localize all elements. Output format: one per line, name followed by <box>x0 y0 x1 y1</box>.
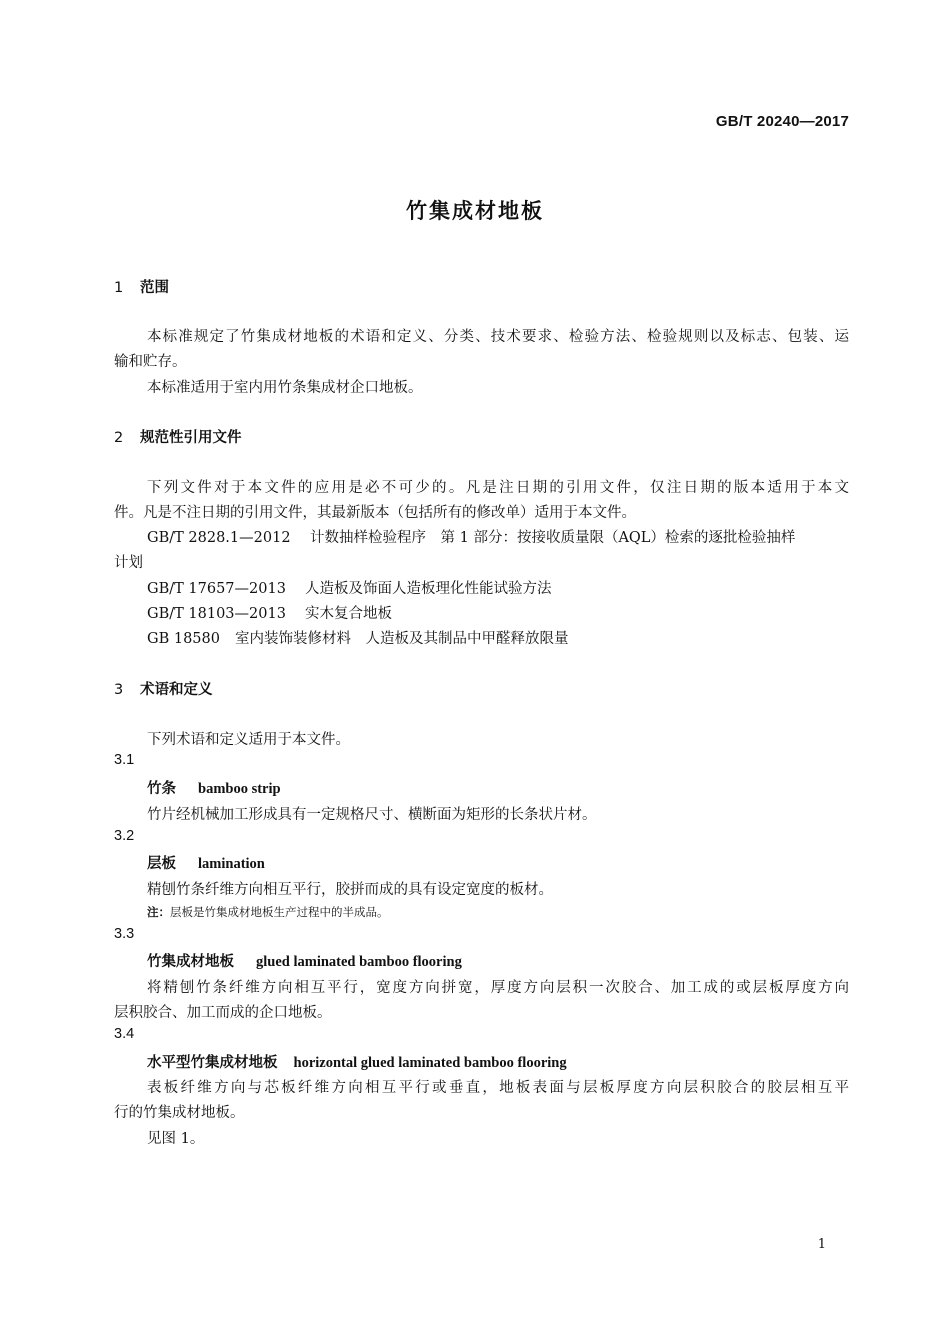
term-definition-line: 表板纤维方向与芯板纤维方向相互平行或垂直，地板表面与层板厚度方向层积胶合的胶层相互平 <box>147 1080 849 1096</box>
section-title: 规范性引用文件 <box>140 430 242 446</box>
term-en: bamboo strip <box>198 781 281 797</box>
term-entry <box>147 852 265 873</box>
section-heading-normative-refs <box>114 426 242 447</box>
reference-entry <box>147 526 849 547</box>
term-number: 3.3 <box>114 926 135 942</box>
paragraph-line: 下列文件对于本文件的应用是必不可少的。凡是注日期的引用文件，仅注日期的版本适用于本文 <box>147 480 849 496</box>
term-number: 3.2 <box>114 828 135 844</box>
paragraph: 下列术语和定义适用于本文件。 <box>147 732 350 748</box>
section-title: 范围 <box>140 280 169 296</box>
section-title: 术语和定义 <box>140 682 213 698</box>
paragraph-line: 本标准规定了竹集成材地板的术语和定义、分类、技术要求、检验方法、检验规则以及标志、包装、运 <box>147 329 849 345</box>
section-number: 3 <box>114 682 124 698</box>
section-heading-terms <box>114 678 213 699</box>
term-zh: 竹条 <box>147 781 176 797</box>
term-definition-line: 层积胶合、加工而成的企口地板。 <box>114 1005 332 1021</box>
term-entry <box>147 777 281 798</box>
reference-code: GB/T 17657—2013 <box>147 581 286 597</box>
term-en: horizontal glued laminated bamboo flooring <box>293 1055 567 1071</box>
term-zh: 层板 <box>147 856 176 872</box>
reference-entry <box>147 577 552 598</box>
figure-reference: 见图 1。 <box>147 1131 205 1147</box>
note-text: 层板是竹集成材地板生产过程中的半成品。 <box>170 905 389 919</box>
term-definition: 竹片经机械加工形成具有一定规格尺寸、横断面为矩形的长条状片材。 <box>147 807 597 823</box>
term-entry <box>147 950 462 971</box>
reference-title: 实木复合地板 <box>305 606 392 622</box>
reference-title: 室内装饰装修材料 人造板及其制品中甲醛释放限量 <box>235 631 569 647</box>
page-number: 1 <box>817 1237 826 1252</box>
reference-title-continued: 计划 <box>114 555 143 571</box>
reference-code: GB 18580 <box>147 631 220 647</box>
paragraph-line: 输和贮存。 <box>114 354 187 370</box>
term-en: lamination <box>198 856 265 872</box>
reference-code: GB/T 18103—2013 <box>147 606 286 622</box>
term-zh: 水平型竹集成材地板 <box>147 1055 278 1071</box>
paragraph-line: 件。凡是不注日期的引用文件，其最新版本（包括所有的修改单）适用于本文件。 <box>114 505 636 521</box>
term-definition-line: 行的竹集成材地板。 <box>114 1105 245 1121</box>
section-heading-scope <box>114 276 169 297</box>
term-zh: 竹集成材地板 <box>147 954 234 970</box>
reference-entry <box>147 627 569 648</box>
section-number: 1 <box>114 280 124 296</box>
term-en: glued laminated bamboo flooring <box>256 954 462 970</box>
reference-entry <box>147 602 392 623</box>
paragraph: 本标准适用于室内用竹条集成材企口地板。 <box>147 380 423 396</box>
section-number: 2 <box>114 430 124 446</box>
standard-code: GB/T 20240—2017 <box>715 113 849 130</box>
term-definition: 精刨竹条纤维方向相互平行，胶拼而成的具有设定宽度的板材。 <box>147 882 553 898</box>
term-entry <box>147 1051 567 1072</box>
reference-title: 计数抽样检验程序 第 1 部分：按接收质量限（AQL）检索的逐批检验抽样 <box>310 530 796 546</box>
term-note <box>147 904 389 920</box>
note-label: 注： <box>147 905 170 919</box>
reference-title: 人造板及饰面人造板理化性能试验方法 <box>305 581 552 597</box>
reference-code: GB/T 2828.1—2012 <box>147 530 291 546</box>
term-number: 3.4 <box>114 1026 135 1042</box>
term-definition-line: 将精刨竹条纤维方向相互平行，宽度方向拼宽，厚度方向层积一次胶合、加工成的或层板厚度方向 <box>147 980 849 996</box>
document-title: 竹集成材地板 <box>406 199 544 223</box>
term-number: 3.1 <box>114 752 135 768</box>
